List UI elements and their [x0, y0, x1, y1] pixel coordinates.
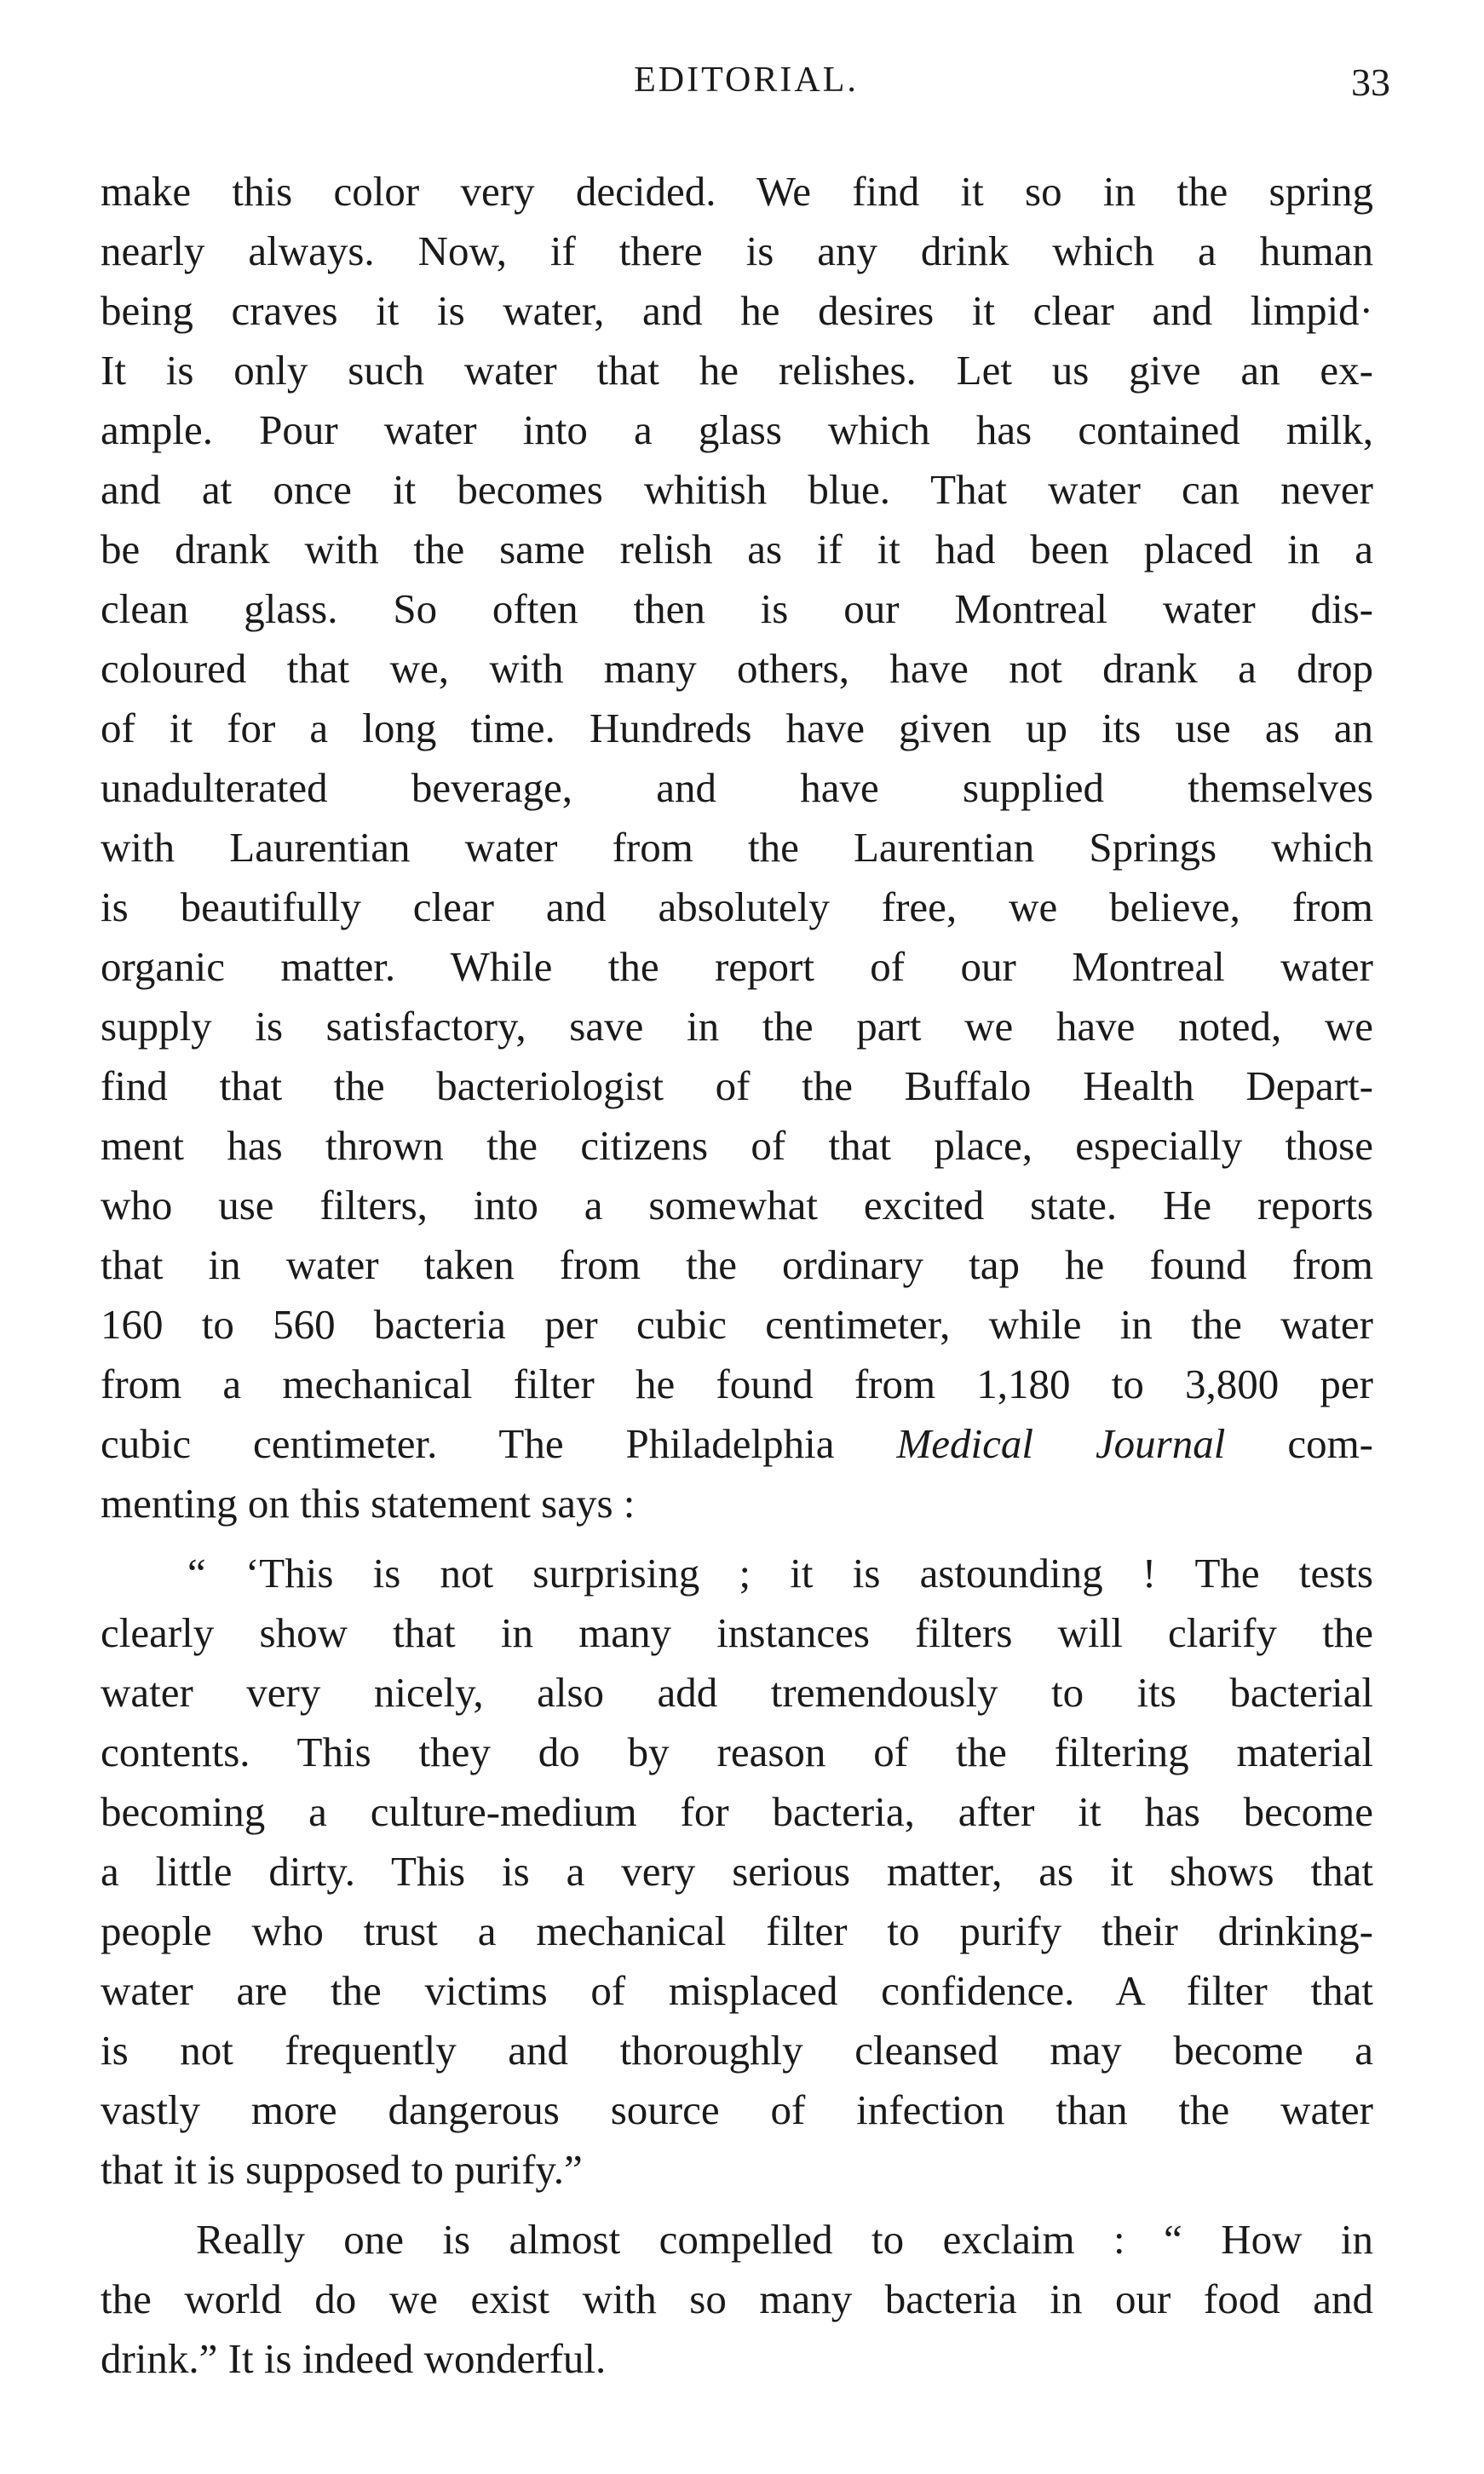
text-line: the world do we exist with so many bacteria in our food and	[101, 2276, 1373, 2322]
text-line: is beautifully clear and absolutely free, we believe, from	[101, 883, 1373, 930]
journal-line-after: com-	[1225, 1420, 1373, 1467]
text-line: with Laurentian water from the Laurentian Springs which	[101, 824, 1373, 871]
text-line: ample. Pour water into a glass which has contained milk,	[101, 406, 1373, 453]
quote-line: is not frequently and thoroughly cleansed may become a	[101, 2027, 1373, 2074]
page-number: 33	[1351, 60, 1390, 104]
quote-line: becoming a culture-medium for bacteria, after it has become	[101, 1788, 1373, 1835]
text-line: find that the bacteriologist of the Buffalo Health Depart-	[101, 1062, 1373, 1109]
text-line: being craves it is water, and he desires it clear and limpid·	[101, 287, 1373, 334]
text-line: It is only such water that he relishes. Let us give an ex-	[101, 347, 1373, 394]
text-line: be drank with the same relish as if it had been placed in a	[101, 526, 1373, 572]
text-line: Really one is almost compelled to exclaim : “ How in	[196, 2216, 1373, 2263]
text-line: nearly always. Now, if there is any drink which a human	[101, 227, 1373, 274]
text-line: that in water taken from the ordinary tap he found from	[101, 1241, 1373, 1288]
text-line: clean glass. So often then is our Montreal water dis-	[101, 585, 1373, 632]
text-line: 160 to 560 bacteria per cubic centimeter, while in the water	[101, 1301, 1373, 1348]
text-line: who use filters, into a somewhat excited state. He reports	[101, 1182, 1373, 1228]
text-line: organic matter. While the report of our Montreal water	[101, 943, 1373, 990]
text-line: and at once it becomes whitish blue. That water can never	[101, 466, 1373, 513]
journal-line-before: cubic centimeter. The Philadelphia	[101, 1420, 897, 1467]
running-head: EDITORIAL.	[634, 60, 859, 100]
journal-title: Medical Journal	[896, 1420, 1226, 1467]
text-line: of it for a long time. Hundreds have given up its use as an	[101, 705, 1373, 751]
quote-line: “ ‘This is not surprising ; it is astounding ! The tests	[187, 1550, 1373, 1597]
text-line: make this color very decided. We find it so in the spring	[101, 168, 1373, 215]
quote-line: vastly more dangerous source of infection than the water	[101, 2086, 1373, 2133]
text-line: coloured that we, with many others, have not drank a drop	[101, 645, 1373, 692]
quote-line: people who trust a mechanical filter to purify their drinking-	[101, 1907, 1373, 1954]
text-line: unadulterated beverage, and have supplied themselves	[101, 764, 1373, 811]
page-header	[102, 60, 1390, 119]
quote-line: a little dirty. This is a very serious matter, as it shows that	[101, 1848, 1373, 1895]
quote-line: contents. This they do by reason of the filtering material	[101, 1729, 1373, 1775]
journal-line	[101, 1420, 1373, 1467]
quote-line: that it is supposed to purify.”	[101, 2146, 583, 2193]
text-line: menting on this statement says :	[101, 1480, 636, 1527]
text-line: drink.” It is indeed wonderful.	[101, 2335, 607, 2382]
text-line: ment has thrown the citizens of that place, especially those	[101, 1122, 1373, 1169]
quote-line: clearly show that in many instances filters will clarify the	[101, 1609, 1373, 1656]
text-line: supply is satisfactory, save in the part we have noted, we	[101, 1003, 1373, 1050]
quote-line: water are the victims of misplaced confidence. A filter that	[101, 1967, 1373, 2014]
quote-line: water very nicely, also add tremendously to its bacterial	[101, 1669, 1373, 1716]
text-line: from a mechanical filter he found from 1,180 to 3,800 per	[101, 1361, 1373, 1407]
